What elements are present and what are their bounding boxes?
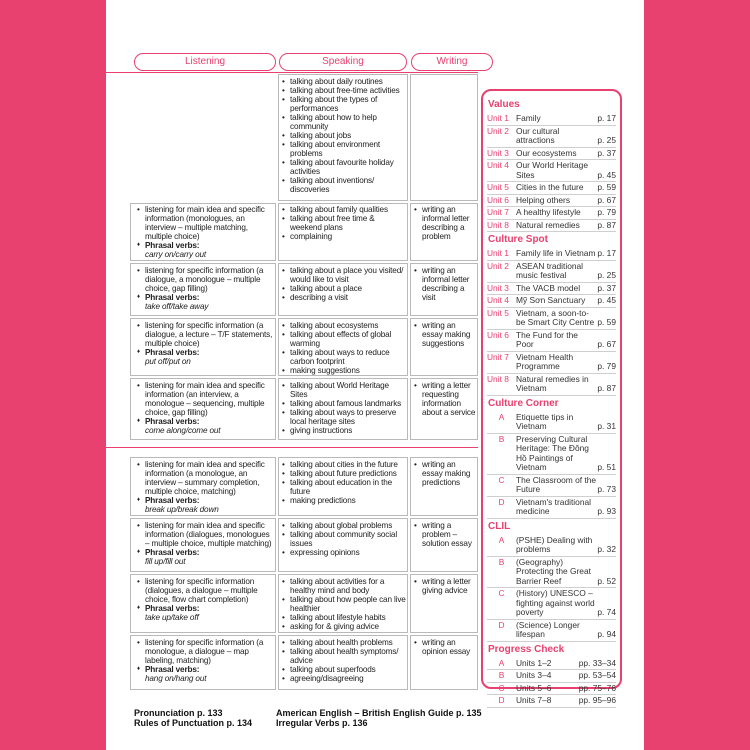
panel-row-title: Natural remedies in Vietnam [516, 373, 589, 393]
list-item: • talking about future predictions [281, 469, 407, 478]
panel-row-title: Natural remedies [516, 219, 580, 230]
list-item: • talking about ecosystems [281, 321, 407, 330]
phrasal-value: put off/put on [145, 357, 191, 366]
list-item: • talking about favourite holiday activities [281, 158, 407, 176]
panel-row-page: p. 25 [597, 270, 616, 280]
section-title-clil: CLIL [488, 520, 511, 532]
panel-row [487, 148, 616, 161]
panel-row-title: A healthy lifestyle [516, 207, 581, 217]
panel-row [487, 588, 616, 620]
panel-row-unit: Unit 1 [487, 113, 509, 123]
phrasal-verbs [136, 417, 275, 435]
list-item: • making suggestions [281, 366, 407, 375]
panel-row-unit: Unit 7 [487, 207, 509, 217]
panel-row-page: p. 25 [597, 135, 616, 145]
panel-row [487, 308, 616, 330]
panel-row-title: Units 3–4 [516, 670, 552, 680]
tab-speaking: Speaking [279, 53, 407, 71]
phrasal-value: come along/come out [145, 426, 221, 435]
panel-row [487, 160, 616, 182]
panel-row-page: p. 67 [597, 194, 616, 205]
panel-row-unit: Unit 6 [487, 329, 509, 340]
panel-row-page: p. 94 [597, 629, 616, 639]
listening-cell [136, 460, 275, 514]
panel-row-page: p. 79 [597, 207, 616, 217]
panel-row-unit: Unit 7 [487, 351, 509, 362]
panel-row-title: (Science) Longer lifespan [516, 619, 580, 639]
grid-box [410, 74, 478, 201]
panel-row-page: p. 51 [597, 462, 616, 472]
writing-cell [413, 205, 477, 241]
tab-writing: Writing [411, 53, 493, 71]
panel-row [487, 695, 616, 708]
values-list [487, 113, 616, 232]
panel-row [487, 220, 616, 233]
list-item: • talking about health problems [281, 638, 407, 647]
panel-row-page: pp. 95–96 [578, 695, 616, 705]
panel-row-title: Vietnam Health Programme [516, 351, 574, 371]
speaking-cell [281, 638, 407, 683]
panel-row [487, 670, 616, 683]
panel-row-title: Our ecosystems [516, 147, 577, 158]
phrasal-value: fill up/fill out [145, 557, 186, 566]
panel-row-page: p. 52 [597, 575, 616, 586]
speaking-cell [281, 577, 407, 631]
speaking-cell [281, 321, 407, 375]
panel-row-title: Helping others [516, 194, 571, 205]
panel-row [487, 497, 616, 519]
panel-row-page: p. 17 [597, 248, 616, 258]
panel-row-unit: Unit 3 [487, 282, 509, 293]
list-item: • talking about environment problems [281, 140, 407, 158]
panel-row-title: Preserving Cultural Heritage: The Đông Hồ Paintings of Vietnam [516, 433, 589, 472]
panel-row-page: pp. 33–34 [578, 657, 616, 668]
list-item: • talking about ways to preserve local heritage sites [281, 408, 407, 426]
panel-row-title: Mỹ Sơn Sanctuary [516, 295, 586, 305]
speaking-cell [281, 460, 407, 505]
phrasal-label: Phrasal verbs: [145, 293, 200, 302]
divider-top [106, 72, 478, 73]
list-item: • writing an essay making predictions [413, 460, 477, 487]
speaking-cell [281, 205, 407, 241]
panel-row-title: Units 7–8 [516, 695, 552, 705]
phrasal-value: hang on/hang out [145, 674, 207, 683]
list-item: • listening for main idea and specific information (monologues, an interview – multiple matching, multiple choice) [136, 205, 275, 241]
irregular-verbs-ref: Irregular Verbs p. 136 [276, 718, 368, 728]
list-item: • talking about activities for a healthy mind and body [281, 577, 407, 595]
panel-row [487, 374, 616, 396]
panel-row [487, 658, 616, 671]
list-item: • writing a letter requesting information about a service [413, 381, 477, 417]
panel-row-title: ASEAN traditional music festival [516, 260, 584, 280]
panel-row-unit: A [498, 534, 505, 545]
list-item: • talking about daily routines [281, 77, 407, 86]
panel-row-page: p. 59 [597, 317, 616, 327]
panel-row-page: p. 32 [597, 544, 616, 554]
list-item: • listening for specific information (dialogues, a dialogue – multiple choice, flow chart completion) [136, 577, 275, 604]
panel-row-unit: C [498, 588, 505, 598]
speaking-cell [281, 381, 407, 435]
listening-cell [136, 266, 275, 311]
panel-row [487, 113, 616, 126]
panel-row-page: p. 67 [597, 339, 616, 349]
list-item: • talking about effects of global warming [281, 330, 407, 348]
panel-row-unit: D [498, 496, 505, 507]
list-item: • talking about a place you visited/ would like to visit [281, 266, 407, 284]
list-item: • talking about how people can live healthier [281, 595, 407, 613]
writing-cell [413, 521, 477, 548]
listening-cell [136, 638, 275, 683]
panel-row [487, 535, 616, 557]
panel-row [487, 352, 616, 374]
phrasal-label: Phrasal verbs: [145, 348, 200, 357]
punctuation-ref: Rules of Punctuation p. 134 [134, 718, 253, 728]
phrasal-verbs [136, 665, 275, 683]
phrasal-label: Phrasal verbs: [145, 241, 200, 250]
panel-row [487, 475, 616, 497]
listening-cell [136, 521, 275, 566]
panel-row-unit: C [498, 682, 505, 693]
listening-cell [136, 381, 275, 435]
phrasal-verbs [136, 496, 275, 514]
panel-row-page: p. 74 [597, 607, 616, 617]
speaking-cell [281, 266, 407, 302]
panel-row-page: p. 37 [597, 147, 616, 158]
panel-row-page: p. 31 [597, 421, 616, 431]
section-title-progress-check: Progress Check [488, 643, 565, 655]
phrasal-value: take off/take away [145, 302, 209, 311]
list-item: • writing an informal letter describing a visit [413, 266, 477, 302]
panel-row-unit: Unit 6 [487, 194, 509, 205]
panel-row-title: The Fund for the Poor [516, 329, 578, 349]
panel-row [487, 207, 616, 220]
section-title-values: Values [488, 99, 520, 110]
panel-row-unit: Unit 4 [487, 295, 509, 305]
phrasal-value: carry on/carry out [145, 250, 207, 259]
list-item: • writing a problem – solution essay [413, 521, 477, 548]
panel-row [487, 295, 616, 308]
phrasal-verbs [136, 293, 275, 311]
phrasal-verbs [136, 548, 275, 566]
panel-row-page: p. 73 [597, 484, 616, 494]
panel-row-unit: Unit 4 [487, 160, 509, 170]
list-item: • talking about ways to reduce carbon footprint [281, 348, 407, 366]
list-item: • talking about jobs [281, 131, 407, 140]
panel-row-title: The Classroom of the Future [516, 474, 597, 494]
list-item: • listening for specific information (a dialogue, a lecture – T/F statements, multiple choice) [136, 321, 275, 348]
list-item: • listening for main idea and specific information (a monologue, an interview – summary completion, multiple choice, matching) [136, 460, 275, 496]
panel-row-title: Vietnam's traditional medicine [516, 496, 591, 516]
list-item: • writing a letter giving advice [413, 577, 477, 595]
list-item: • talking about World Heritage Sites [281, 381, 407, 399]
panel-row-unit: Unit 8 [487, 373, 509, 384]
footer-right [276, 708, 482, 728]
phrasal-value: break up/break down [145, 505, 219, 514]
list-item: • complaining [281, 232, 407, 241]
listening-cell [136, 205, 275, 259]
panel-row-title: Our World Heritage Sites [516, 160, 588, 180]
panel-row [487, 195, 616, 208]
list-item: • talking about famous landmarks [281, 399, 407, 408]
list-item: • listening for specific information (a monologue, a dialogue – map labeling, matching) [136, 638, 275, 665]
panel-row-unit: Unit 5 [487, 307, 509, 318]
panel-row-page: p. 17 [597, 113, 616, 123]
am-br-guide-ref: American English – British English Guide p. 135 [276, 708, 482, 718]
list-item: • writing an essay making suggestions [413, 321, 477, 348]
writing-cell [413, 638, 477, 656]
panel-row-unit: Unit 1 [487, 248, 509, 258]
panel-row-title: (Geography) Protecting the Great Barrier Reef [516, 556, 591, 586]
phrasal-verbs [136, 241, 275, 259]
list-item: • expressing opinions [281, 548, 407, 557]
list-item: • talking about lifestyle habits [281, 613, 407, 622]
panel-row-title: (History) UNESCO – fighting against world poverty [516, 588, 595, 617]
list-item: • talking about a place [281, 284, 407, 293]
list-item: • giving instructions [281, 426, 407, 435]
phrasal-label: Phrasal verbs: [145, 496, 200, 505]
listening-cell [136, 577, 275, 622]
panel-row-unit: D [498, 695, 505, 705]
progress-check-list [487, 658, 616, 708]
panel-row-page: p. 93 [597, 506, 616, 516]
writing-cell [413, 460, 477, 487]
panel-row-page: p. 79 [597, 361, 616, 371]
panel-row-unit: A [498, 411, 505, 422]
panel-row-page: p. 87 [597, 383, 616, 393]
list-item: • writing an informal letter describing a problem [413, 205, 477, 241]
phrasal-value: take up/take off [145, 613, 199, 622]
pronunciation-ref: Pronunciation p. 133 [134, 708, 223, 718]
panel-row [487, 412, 616, 434]
panel-row-title: Etiquette tips in Vietnam [516, 411, 574, 431]
panel-row-unit: Unit 5 [487, 182, 509, 192]
panel-row-title: Units 5–6 [516, 682, 552, 693]
section-title-culture-spot: Culture Spot [488, 234, 548, 245]
list-item: • talking about education in the future [281, 478, 407, 496]
panel-row [487, 330, 616, 352]
panel-row-page: p. 45 [597, 295, 616, 305]
panel-row-unit: A [498, 657, 505, 668]
list-item: • agreeing/disagreeing [281, 674, 407, 683]
panel-row-page: pp. 75–76 [578, 682, 616, 693]
list-item: • talking about global problems [281, 521, 407, 530]
panel-row-unit: B [498, 670, 505, 680]
contents-panel [481, 89, 622, 705]
panel-row-unit: Unit 2 [487, 260, 509, 271]
list-item: • talking about health symptoms/ advice [281, 647, 407, 665]
panel-row-page: pp. 53–54 [578, 670, 616, 680]
phrasal-label: Phrasal verbs: [145, 417, 200, 426]
panel-row-unit: Unit 3 [487, 147, 509, 158]
list-item: • talking about family qualities [281, 205, 407, 214]
list-item: • listening for main idea and specific information (an interview, a monologue – sequencing, multiple choice, gap filling) [136, 381, 275, 417]
panel-row-title: Our cultural attractions [516, 125, 560, 145]
list-item: • talking about free-time activities [281, 86, 407, 95]
panel-row-page: p. 45 [597, 169, 616, 180]
page-number: 5 [610, 712, 619, 729]
list-item: • listening for main idea and specific information (dialogues, monologues – multiple choice, multiple matching) [136, 521, 275, 548]
list-item: • talking about community social issues [281, 530, 407, 548]
phrasal-label: Phrasal verbs: [145, 548, 200, 557]
panel-row [487, 283, 616, 296]
panel-row-page: p. 37 [597, 282, 616, 293]
panel-row-title: Family [516, 113, 541, 123]
panel-row-page: p. 59 [597, 182, 616, 192]
panel-row-page: p. 87 [597, 219, 616, 230]
footer-left [134, 708, 252, 728]
divider-middle [106, 447, 478, 448]
panel-row-unit: C [498, 474, 505, 485]
section-title-culture-corner: Culture Corner [488, 397, 559, 409]
tab-listening: Listening [134, 53, 276, 71]
culture-spot-list [487, 248, 616, 396]
writing-cell [413, 321, 477, 348]
clil-list [487, 535, 616, 642]
culture-corner-list [487, 412, 616, 519]
list-item: • talking about how to help community [281, 113, 407, 131]
panel-row [487, 261, 616, 283]
phrasal-label: Phrasal verbs: [145, 665, 200, 674]
panel-row [487, 557, 616, 589]
panel-row-title: (PSHE) Dealing with problems [516, 534, 593, 554]
panel-row-unit: Unit 8 [487, 219, 509, 230]
list-item: • talking about free time & weekend plans [281, 214, 407, 232]
panel-row [487, 620, 616, 642]
list-item: • talking about the types of performances [281, 95, 407, 113]
phrasal-verbs [136, 604, 275, 622]
speaking-cell [281, 521, 407, 557]
phrasal-verbs [136, 348, 275, 366]
list-item: • talking about cities in the future [281, 460, 407, 469]
panel-row-unit: Unit 2 [487, 125, 509, 136]
listening-cell [136, 321, 275, 366]
list-item: • writing an opinion essay [413, 638, 477, 656]
panel-row-title: Cities in the future [516, 182, 584, 192]
list-item: • asking for & giving advice [281, 622, 407, 631]
list-item: • listening for specific information (a dialogue, a monologue – multiple choice, gap filling) [136, 266, 275, 293]
panel-row [487, 434, 616, 475]
panel-row [487, 683, 616, 696]
list-item: • talking about inventions/ discoveries [281, 176, 407, 194]
panel-row-unit: B [498, 433, 505, 444]
panel-row [487, 126, 616, 148]
list-item: • describing a visit [281, 293, 407, 302]
panel-row-title: The VACB model [516, 282, 581, 293]
panel-row-title: Units 1–2 [516, 657, 552, 668]
panel-row-title: Vietnam, a soon-to-be Smart City Centre [516, 307, 595, 327]
speaking-cell [281, 77, 407, 194]
writing-cell [413, 266, 477, 302]
panel-row [487, 182, 616, 195]
panel-row [487, 248, 616, 261]
panel-row-title: Family life in Vietnam [516, 248, 596, 258]
writing-cell [413, 577, 477, 595]
phrasal-label: Phrasal verbs: [145, 604, 200, 613]
list-item: • talking about superfoods [281, 665, 407, 674]
panel-row-unit: D [498, 619, 505, 630]
panel-row-unit: B [498, 556, 505, 567]
list-item: • making predictions [281, 496, 407, 505]
writing-cell [413, 381, 477, 417]
